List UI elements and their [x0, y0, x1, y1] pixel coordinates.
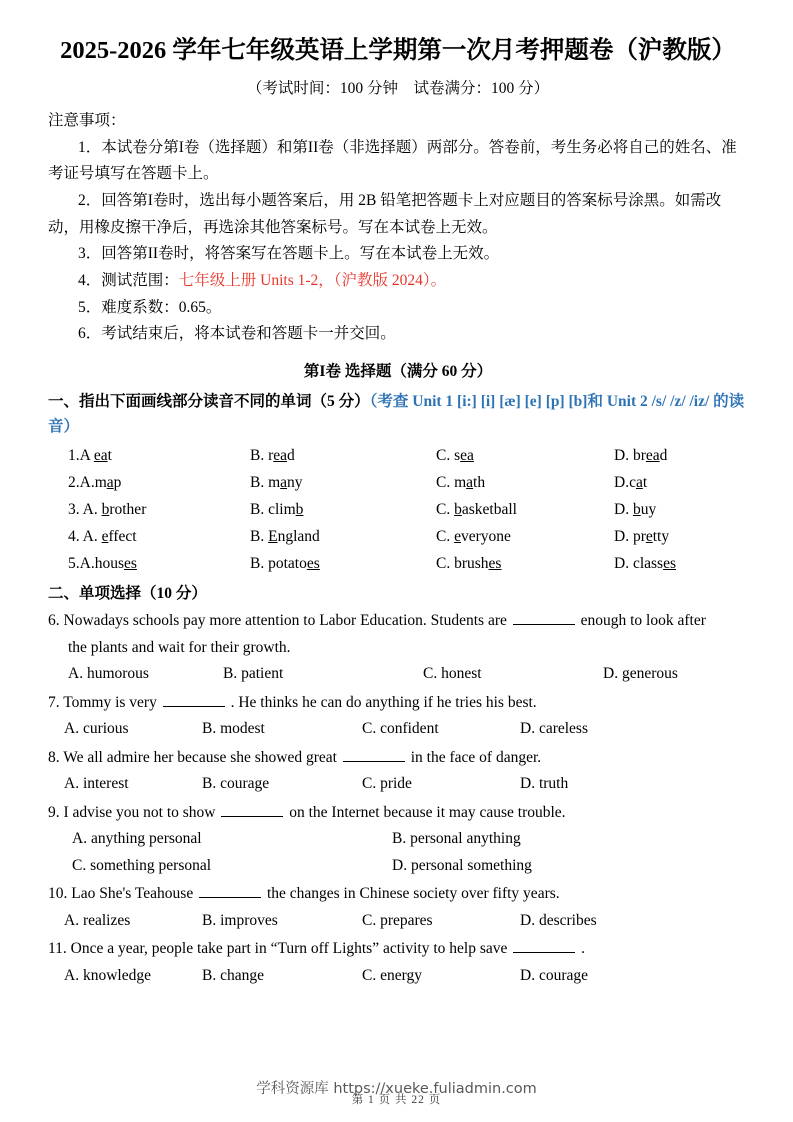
- pronunciation-option-D[interactable]: D. bread: [614, 446, 668, 464]
- answer-blank[interactable]: [199, 883, 261, 899]
- pronunciation-option-C[interactable]: C. everyone: [436, 527, 511, 545]
- pronunciation-option-D[interactable]: D. pretty: [614, 527, 670, 545]
- question-stem-part1: 6. Nowadays schools pay more attention to Labor Education. Students are: [48, 612, 511, 630]
- page-title: 2025-2026 学年七年级英语上学期第一次月考押题卷（沪教版）: [60, 37, 736, 64]
- question-stem-part1: 10. Lao She's Teahouse: [48, 885, 198, 903]
- option-choice[interactable]: D. courage: [520, 966, 588, 984]
- notice-item-2: 2．回答第I卷时，选出每小题答案后，用 2B 铅笔把答题卡上对应题目的答案标号涂黑。如需改动，用橡皮擦干净后，再选涂其他答案标号。写在本试卷上无效。: [48, 192, 722, 236]
- underlined-letters: ea: [645, 446, 660, 464]
- underlined-letters: a: [635, 473, 643, 491]
- option-choice[interactable]: C. energy: [362, 966, 422, 984]
- notice-item-6: 6．考试结束后，将本试卷和答题卡一并交回。: [78, 325, 396, 343]
- option-row: [48, 771, 748, 798]
- option-choice[interactable]: B. improves: [202, 911, 278, 929]
- multiple-choice-questions: [48, 608, 748, 989]
- underlined-letters: es: [663, 555, 676, 572]
- pronunciation-option-B[interactable]: B. England: [250, 527, 320, 545]
- notice-item-1: 1．本试卷分第I卷（选择题）和第II卷（非选择题）两部分。答卷前，考生务必将自己的姓名、准考证号填写在答题卡上。: [48, 138, 737, 183]
- question-stem-part2: .: [577, 940, 585, 958]
- question-block: [48, 690, 748, 743]
- option-choice[interactable]: A. anything personal: [72, 829, 202, 847]
- underlined-letters: ea: [460, 446, 474, 464]
- section-1-heading: [48, 389, 748, 439]
- pronunciation-row: [48, 523, 748, 550]
- pronunciation-option-D[interactable]: D. buy: [614, 500, 657, 518]
- question-stem: [48, 936, 748, 962]
- pronunciation-row: [48, 442, 748, 469]
- pronunciation-row: [48, 550, 748, 577]
- question-stem: [48, 690, 748, 716]
- underlined-letters: b: [454, 500, 462, 518]
- question-block: [48, 608, 748, 687]
- pronunciation-option-B[interactable]: B. read: [250, 446, 295, 464]
- page-number: 第 1 页 共 22 页: [351, 1094, 442, 1106]
- pronunciation-option-B[interactable]: B. many: [250, 473, 303, 491]
- option-table: [48, 826, 748, 879]
- pronunciation-option-C[interactable]: C. math: [436, 473, 486, 491]
- pronunciation-option-A[interactable]: 2.A.map: [68, 473, 122, 491]
- notice-heading: 注意事项：: [48, 111, 126, 129]
- option-table: [48, 661, 748, 688]
- question-stem: [48, 608, 748, 661]
- question-stem-part2: . He thinks he can do anything if he tries his best.: [226, 693, 537, 711]
- underlined-letters: b: [101, 500, 110, 518]
- option-choice[interactable]: B. modest: [202, 719, 265, 737]
- site-watermark: 学科资源库 https://xueke.fuliadmin.com: [256, 1080, 537, 1097]
- option-choice[interactable]: B. change: [202, 966, 264, 984]
- page-content: [48, 36, 748, 989]
- option-choice[interactable]: B. patient: [223, 664, 284, 682]
- option-table: [48, 908, 748, 935]
- option-row: [48, 853, 748, 880]
- section-1-title: 一、指出下面画线部分读音不同的单词（5 分）: [48, 393, 370, 411]
- notice-item-4-scope: 七年级上册 Units 1-2，（沪教版 2024）。: [178, 272, 447, 290]
- option-choice[interactable]: C. pride: [362, 774, 412, 792]
- question-block: [48, 745, 748, 798]
- option-choice[interactable]: A. curious: [64, 719, 129, 737]
- question-stem: [48, 800, 748, 826]
- notice-item-4-prefix: 4．测试范围：: [78, 272, 179, 290]
- pronunciation-option-C[interactable]: C. basketball: [436, 500, 517, 518]
- underlined-letters: ea: [93, 446, 108, 464]
- option-choice[interactable]: D. careless: [520, 719, 588, 737]
- underlined-letters: es: [306, 555, 320, 572]
- option-choice[interactable]: A. realizes: [64, 911, 131, 929]
- underlined-letters: b: [295, 500, 304, 518]
- option-choice[interactable]: C. something personal: [72, 856, 212, 874]
- option-table: [48, 771, 748, 798]
- notice-item-3: 3．回答第II卷时，将答案写在答题卡上。写在本试卷上无效。: [78, 245, 500, 263]
- question-stem: [48, 881, 748, 907]
- answer-blank[interactable]: [343, 746, 405, 762]
- question-stem: [48, 745, 748, 771]
- option-table: [48, 963, 748, 990]
- underlined-letters: e: [645, 527, 653, 545]
- question-stem-part1: 9. I advise you not to show: [48, 803, 220, 821]
- option-table: [48, 716, 748, 743]
- option-choice[interactable]: D. describes: [520, 911, 597, 929]
- option-choice[interactable]: D. truth: [520, 774, 569, 792]
- pronunciation-option-B[interactable]: B. climb: [250, 500, 304, 518]
- question-stem-part2: enough to look after: [576, 612, 706, 630]
- underlined-letters: es: [488, 555, 502, 572]
- underlined-letters: a: [466, 473, 474, 491]
- answer-blank[interactable]: [163, 691, 225, 707]
- option-row: [48, 716, 748, 743]
- pronunciation-option-A[interactable]: 4. A. effect: [68, 527, 137, 545]
- question-block: [48, 881, 748, 934]
- question-stem-part1: 8. We all admire her because she showed great: [48, 748, 341, 766]
- option-choice[interactable]: C. prepares: [362, 911, 433, 929]
- underlined-letters: a: [106, 473, 114, 491]
- section-1-annotation: （考查 Unit 1 [i:] [i] [æ] [e] [p] [b]和 Unit 2 /s/ /z/ /iz/ 的读音）: [48, 393, 745, 436]
- exam-info-line: （考试时间：100 分钟 试卷满分：100 分）: [246, 79, 550, 97]
- pronunciation-option-A[interactable]: 3. A. brother: [68, 500, 147, 518]
- section-2-heading: 二、单项选择（10 分）: [48, 585, 207, 603]
- option-choice[interactable]: B. courage: [202, 774, 270, 792]
- underlined-letters: e: [101, 527, 109, 545]
- underlined-letters: a: [280, 473, 288, 491]
- pronunciation-row: [48, 469, 748, 496]
- underlined-letters: es: [123, 555, 137, 572]
- question-block: [48, 936, 748, 989]
- answer-blank[interactable]: [513, 938, 575, 954]
- question-stem-continuation: the plants and wait for their growth.: [68, 638, 291, 656]
- underlined-letters: E: [268, 527, 278, 545]
- notice-item-5: 5．难度系数：0.65。: [78, 298, 222, 316]
- underlined-letters: e: [454, 527, 461, 545]
- answer-blank[interactable]: [513, 610, 575, 626]
- option-choice[interactable]: C. honest: [423, 664, 482, 682]
- underlined-letters: b: [632, 500, 641, 518]
- option-row: [48, 826, 748, 853]
- question-stem-part1: 7. Tommy is very: [48, 693, 161, 711]
- question-block: [48, 800, 748, 880]
- option-row: [48, 661, 748, 688]
- pronunciation-option-C[interactable]: C. brushes: [436, 555, 502, 572]
- option-choice[interactable]: A. interest: [64, 774, 129, 792]
- pronunciation-options-table: [48, 442, 748, 578]
- pronunciation-row: [48, 496, 748, 523]
- notice-item-4: [48, 268, 748, 295]
- option-row: [48, 908, 748, 935]
- underlined-letters: ea: [273, 446, 288, 464]
- pronunciation-option-D[interactable]: D.cat: [614, 473, 648, 491]
- pronunciation-rows: [48, 442, 748, 578]
- option-choice[interactable]: D. generous: [603, 664, 678, 682]
- pronunciation-option-D[interactable]: D. classes: [614, 555, 676, 572]
- question-stem-part1: 11. Once a year, people take part in “Turn off Lights” activity to help save: [48, 940, 512, 958]
- option-choice[interactable]: A. knowledge: [64, 966, 151, 984]
- option-choice[interactable]: B. personal anything: [392, 829, 521, 847]
- option-choice[interactable]: A. humorous: [68, 664, 149, 682]
- option-row: [48, 963, 748, 990]
- option-choice[interactable]: C. confident: [362, 719, 439, 737]
- pronunciation-option-A[interactable]: 5.A.houses: [68, 555, 137, 572]
- pronunciation-option-A[interactable]: 1.A eat: [68, 446, 112, 464]
- pronunciation-option-C[interactable]: C. sea: [436, 446, 474, 464]
- page-footer: [0, 1090, 793, 1108]
- option-choice[interactable]: D. personal something: [392, 856, 532, 874]
- paper-part-heading: 第I卷 选择题（满分 60 分）: [303, 363, 493, 381]
- question-stem-part2: on the Internet because it may cause trouble.: [285, 803, 566, 821]
- pronunciation-option-B[interactable]: B. potatoes: [250, 555, 320, 572]
- question-stem-part2: the changes in Chinese society over fifty years.: [263, 885, 560, 903]
- answer-blank[interactable]: [221, 801, 283, 817]
- question-stem-part2: in the face of danger.: [406, 748, 542, 766]
